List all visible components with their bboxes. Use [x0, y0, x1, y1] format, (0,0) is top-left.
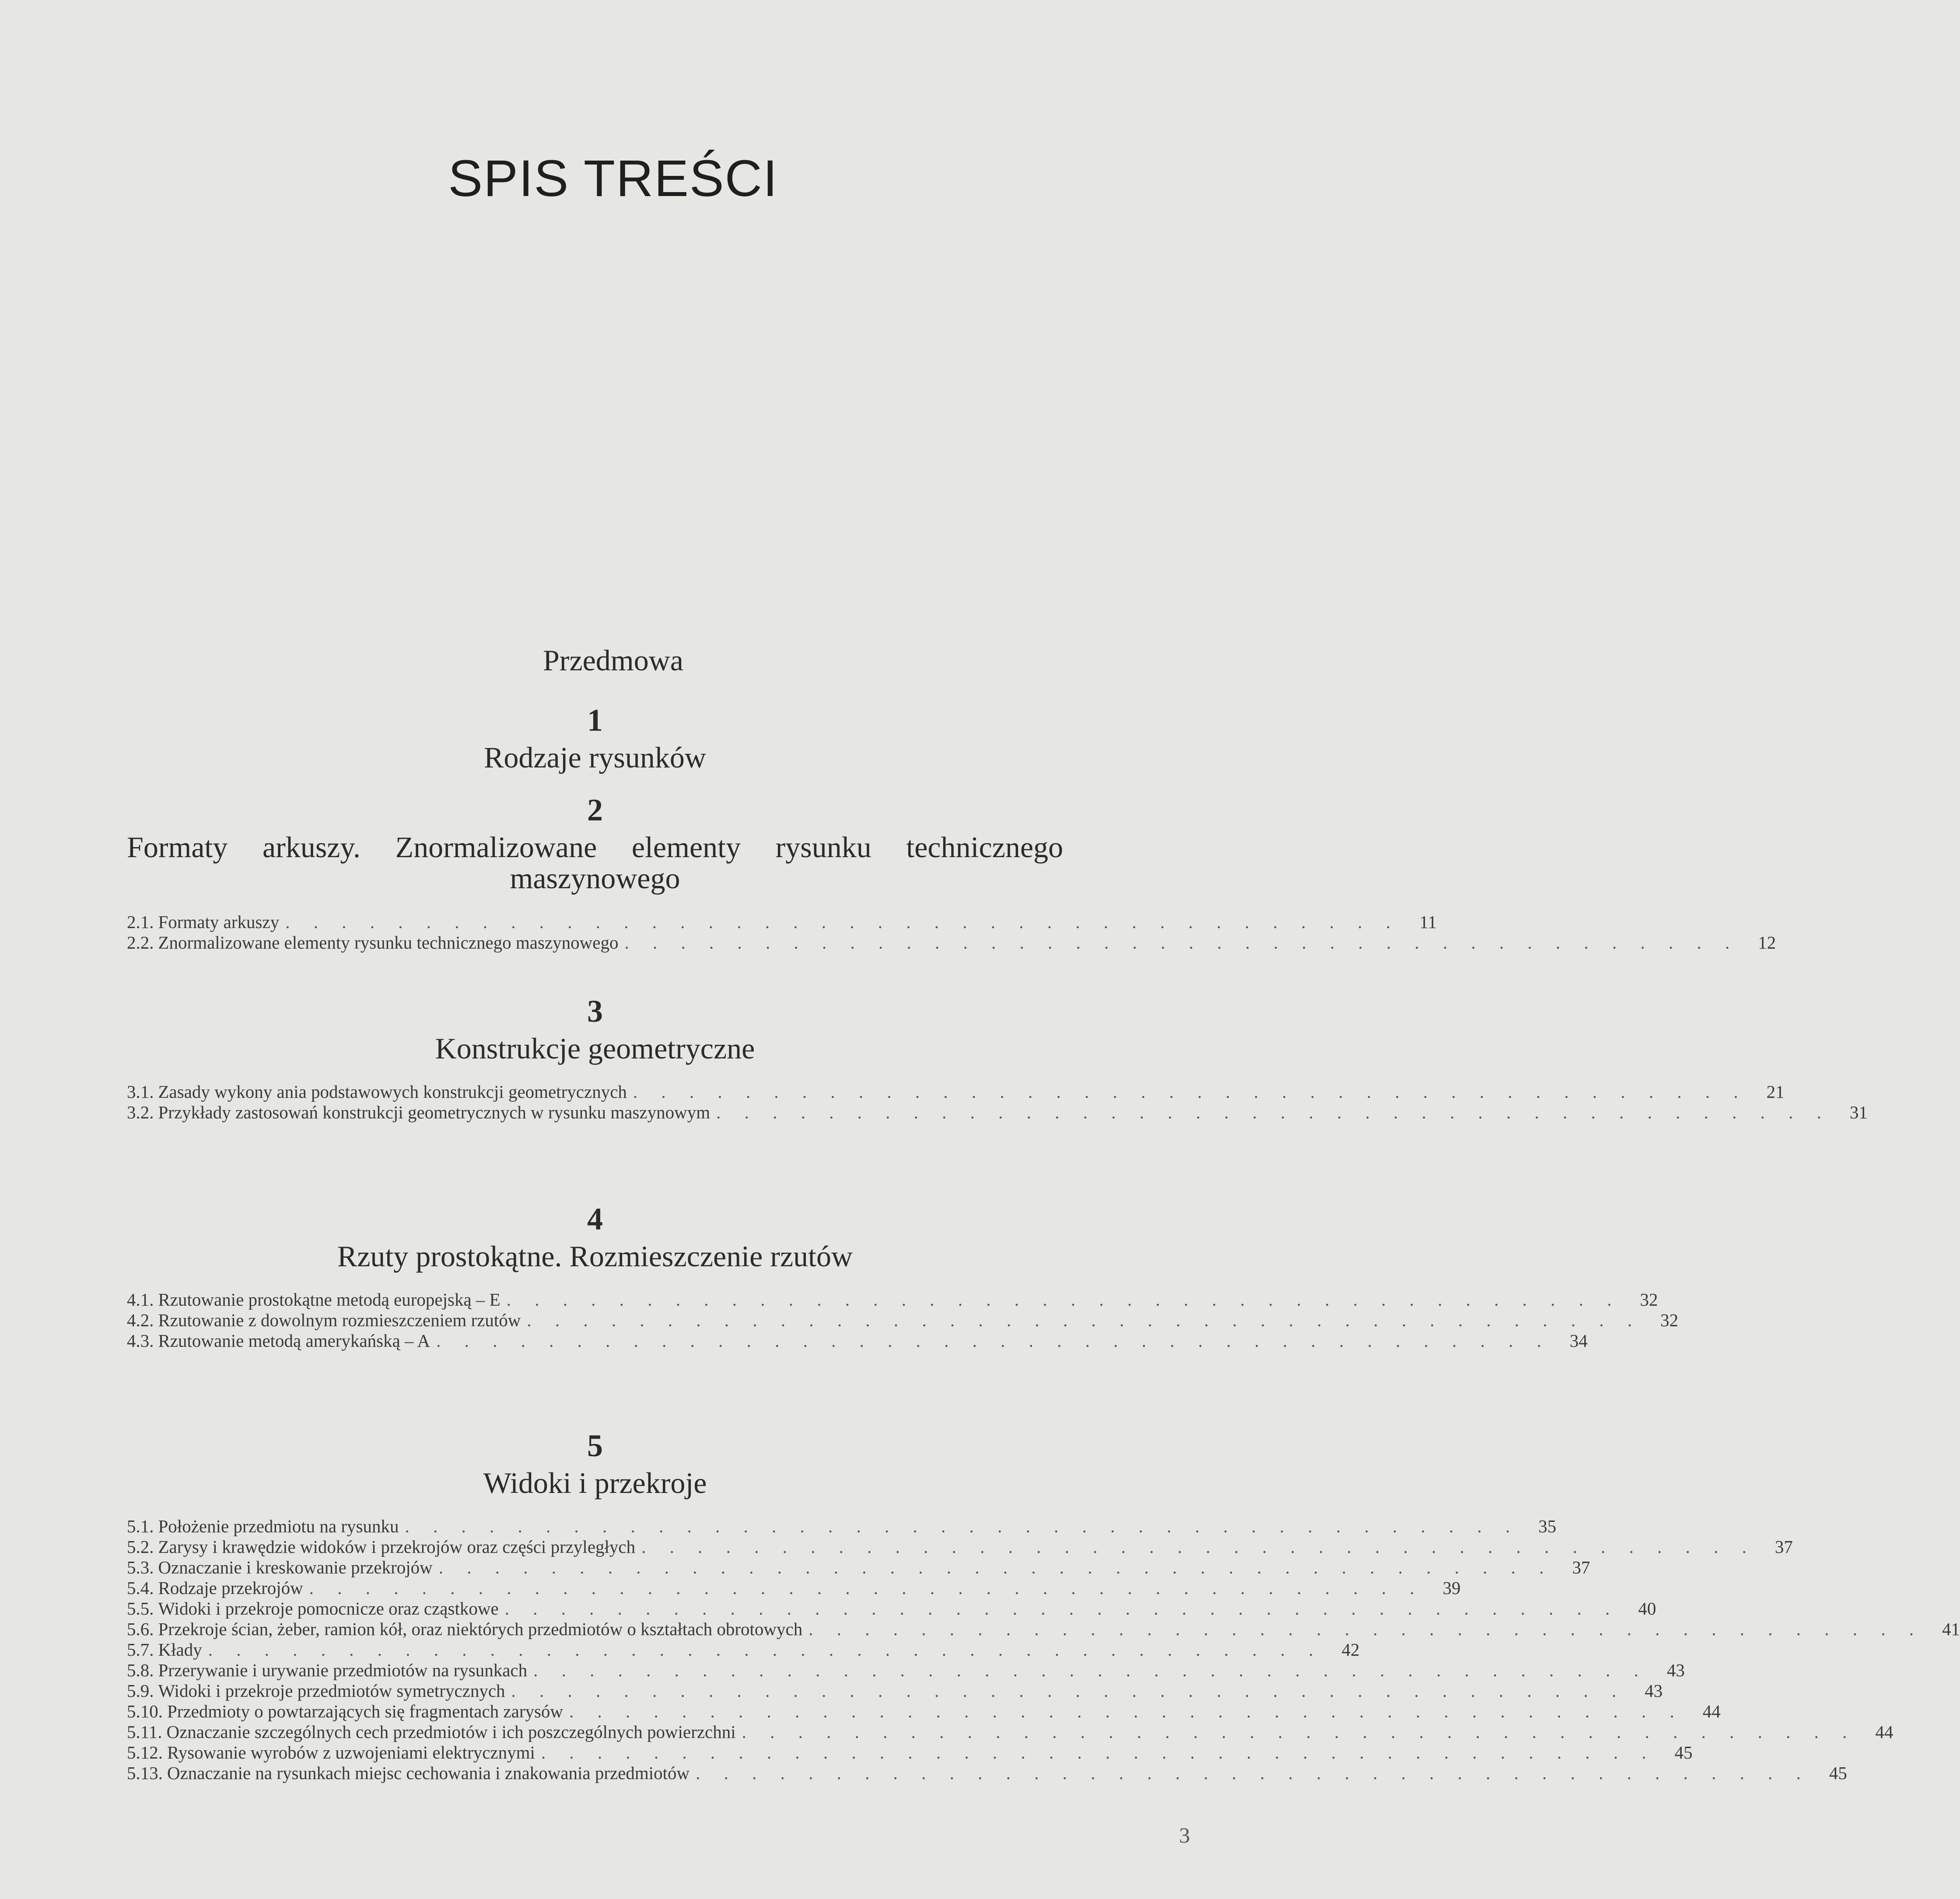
chapter-number: 3	[587, 994, 603, 1029]
chapter-entries	[127, 1516, 1960, 1783]
entry-number: 5.7.	[127, 1640, 154, 1660]
dot-leader: . . . . . . . . . . . . . . . . . . . . . . . . . . . . . . . . . . . . . . . .	[808, 1619, 1923, 1640]
toc-entry	[127, 1742, 1693, 1763]
chapter-title: Konstrukcje geometryczne	[435, 1032, 755, 1065]
entry-label: Przedmioty o powtarzających się fragmentach zarysów	[167, 1701, 564, 1722]
entry-page: 45	[1674, 1742, 1693, 1763]
entry-number: 5.8.	[127, 1660, 154, 1681]
preface-heading: Przedmowa	[542, 644, 683, 677]
entry-number: 2.2.	[127, 932, 154, 953]
entry-page: 37	[1774, 1537, 1793, 1557]
dot-leader: . . . . . . . . . . . . . . . . . . . . . . . . . . . . . . . . . . . . . . . .	[309, 1578, 1424, 1598]
entry-label: Przerywanie i urywanie przedmiotów na rysunkach	[158, 1660, 528, 1681]
entry-label: Widoki i przekroje przedmiotów symetrycznych	[158, 1681, 505, 1701]
dot-leader: . . . . . . . . . . . . . . . . . . . . . . . . . . . . . . . . . . . . . . . .	[527, 1310, 1642, 1331]
entry-page: 43	[1666, 1660, 1685, 1681]
entry-page: 39	[1442, 1578, 1461, 1598]
entry-number: 4.1.	[127, 1289, 154, 1310]
dot-leader: . . . . . . . . . . . . . . . . . . . . . . . . . . . . . . . . . . . . . . . .	[506, 1289, 1621, 1310]
entry-number: 4.2.	[127, 1310, 154, 1331]
entry-number: 5.1.	[127, 1516, 154, 1537]
entry-page: 37	[1572, 1557, 1590, 1578]
toc-entry	[127, 1331, 1588, 1351]
entry-label: Oznaczanie szczególnych cech przedmiotów i ich poszczególnych powierzchni	[166, 1722, 736, 1742]
entry-label: Zarysy i krawędzie widoków i przekrojów oraz części przyległych	[158, 1537, 636, 1557]
chapter-entries	[127, 1082, 1868, 1123]
entry-page: 12	[1758, 932, 1776, 953]
toc-entry	[127, 1289, 1658, 1310]
toc-entry	[127, 1516, 1557, 1537]
toc-entry	[127, 1701, 1721, 1722]
toc-entry	[127, 1082, 1785, 1102]
entry-label: Przekroje ścian, żeber, ramion kół, oraz niektórych przedmiotów o kształtach obrotowych	[158, 1619, 803, 1640]
entry-label: Widoki i przekroje pomocnicze oraz cząstkowe	[158, 1598, 499, 1619]
dot-leader: . . . . . . . . . . . . . . . . . . . . . . . . . . . . . . . . . . . . . . . .	[633, 1082, 1748, 1102]
entry-page: 11	[1419, 911, 1437, 932]
entry-label: Formaty arkuszy	[158, 911, 280, 932]
dot-leader: . . . . . . . . . . . . . . . . . . . . . . . . . . . . . . . . . . . . . . . .	[504, 1598, 1620, 1619]
page-title: SPIS TREŚCI	[448, 150, 778, 207]
entry-number: 5.5.	[127, 1598, 154, 1619]
toc-entry	[127, 1763, 1847, 1783]
dot-leader: . . . . . . . . . . . . . . . . . . . . . . . . . . . . . . . . . . . . . . . .	[405, 1516, 1520, 1537]
chapter-title: Formaty arkuszy. Znormalizowane elementy rysunku technicznego maszynowego	[127, 830, 1063, 895]
entry-page: 44	[1875, 1722, 1894, 1742]
entry-number: 5.2.	[127, 1537, 154, 1557]
entry-label: Znormalizowane elementy rysunku technicznego maszynowego	[158, 932, 619, 953]
entry-number: 5.13.	[127, 1763, 163, 1783]
entry-label: Rzutowanie prostokątne metodą europejską – E	[158, 1289, 500, 1310]
chapter-number: 5	[587, 1428, 603, 1463]
chapter-number: 4	[587, 1202, 603, 1237]
entry-page: 34	[1569, 1331, 1588, 1351]
entry-page: 45	[1829, 1763, 1847, 1783]
dot-leader: . . . . . . . . . . . . . . . . . . . . . . . . . . . . . . . . . . . . . . . .	[569, 1701, 1684, 1722]
dot-leader: . . . . . . . . . . . . . . . . . . . . . . . . . . . . . . . . . . . . . . . .	[696, 1763, 1810, 1783]
entry-page: 32	[1640, 1289, 1658, 1310]
chapter-entries	[127, 911, 1776, 953]
entry-number: 5.12.	[127, 1742, 163, 1763]
entry-number: 3.2.	[127, 1102, 154, 1123]
chapter-1	[127, 704, 1063, 773]
entry-label: Oznaczanie i kreskowanie przekrojów	[158, 1557, 433, 1578]
chapter-number: 2	[587, 792, 603, 827]
toc-entry	[127, 1681, 1663, 1701]
dot-leader: . . . . . . . . . . . . . . . . . . . . . . . . . . . . . . . . . . . . . . . .	[641, 1537, 1756, 1557]
chapter-title: Widoki i przekroje	[483, 1466, 707, 1500]
entry-page: 41	[1942, 1619, 1960, 1640]
entry-number: 5.6.	[127, 1619, 154, 1640]
dot-leader: . . . . . . . . . . . . . . . . . . . . . . . . . . . . . . . . . . . . . . . .	[208, 1640, 1323, 1660]
toc-entry	[127, 1640, 1360, 1660]
toc-entry	[127, 1598, 1656, 1619]
dot-leader: . . . . . . . . . . . . . . . . . . . . . . . . . . . . . . . . . . . . . . . .	[436, 1331, 1551, 1351]
chapter-number: 1	[587, 703, 603, 738]
entry-page: 42	[1341, 1640, 1360, 1660]
chapter-entries	[127, 1289, 1679, 1351]
chapter-3	[127, 994, 1868, 1123]
entry-label: Zasady wykony ania podstawowych konstrukcji geometrycznych	[158, 1082, 627, 1102]
dot-leader: . . . . . . . . . . . . . . . . . . . . . . . . . . . . . . . . . . . . . . . .	[541, 1742, 1656, 1763]
toc-entry	[127, 1660, 1685, 1681]
entry-label: Przykłady zastosowań konstrukcji geometrycznych w rysunku maszynowym	[158, 1102, 710, 1123]
entry-number: 5.10.	[127, 1701, 163, 1722]
entry-label: Rodzaje przekrojów	[158, 1578, 303, 1598]
toc-entry	[127, 911, 1437, 932]
entry-number: 5.4.	[127, 1578, 154, 1598]
dot-leader: . . . . . . . . . . . . . . . . . . . . . . . . . . . . . . . . . . . . . . . .	[511, 1681, 1626, 1701]
toc-entry	[127, 1557, 1590, 1578]
entry-label: Rzutowanie z dowolnym rozmieszczeniem rzutów	[158, 1310, 521, 1331]
toc-entry	[127, 1578, 1461, 1598]
entry-label: Rzutowanie metodą amerykańską – A	[158, 1331, 430, 1351]
entry-page: 35	[1538, 1516, 1557, 1537]
toc-entry	[127, 1102, 1868, 1123]
dot-leader: . . . . . . . . . . . . . . . . . . . . . . . . . . . . . . . . . . . . . . . .	[624, 932, 1740, 953]
entry-label: Oznaczanie na rysunkach miejsc cechowania i znakowania przedmiotów	[167, 1763, 690, 1783]
entry-page: 31	[1849, 1102, 1868, 1123]
dot-leader: . . . . . . . . . . . . . . . . . . . . . . . . . . . . . . . . . . . . . . . .	[285, 911, 1400, 932]
dot-leader: . . . . . . . . . . . . . . . . . . . . . . . . . . . . . . . . . . . . . . . .	[533, 1660, 1648, 1681]
toc-entry	[127, 1310, 1679, 1331]
chapter-4	[127, 1202, 1679, 1351]
toc-entry	[127, 1722, 1894, 1742]
entry-number: 5.11.	[127, 1722, 162, 1742]
chapter-5	[127, 1428, 1960, 1783]
entry-label: Kłady	[158, 1640, 202, 1660]
chapter-title: Rodzaje rysunków	[483, 741, 706, 774]
entry-number: 5.9.	[127, 1681, 154, 1701]
dot-leader: . . . . . . . . . . . . . . . . . . . . . . . . . . . . . . . . . . . . . . . .	[742, 1722, 1857, 1742]
chapter-2	[127, 792, 1776, 953]
entry-page: 21	[1766, 1082, 1785, 1102]
entry-page: 43	[1645, 1681, 1663, 1701]
toc-entry	[127, 1537, 1793, 1557]
dot-leader: . . . . . . . . . . . . . . . . . . . . . . . . . . . . . . . . . . . . . . . .	[716, 1102, 1831, 1123]
entry-number: 4.3.	[127, 1331, 154, 1351]
entry-number: 2.1.	[127, 911, 154, 932]
chapter-title: Rzuty prostokątne. Rozmieszczenie rzutów	[337, 1240, 853, 1273]
toc-entry	[127, 932, 1776, 953]
entry-page: 32	[1660, 1310, 1679, 1331]
entry-page: 40	[1638, 1598, 1656, 1619]
entry-label: Rysowanie wyrobów z uzwojeniami elektrycznymi	[167, 1742, 535, 1763]
dot-leader: . . . . . . . . . . . . . . . . . . . . . . . . . . . . . . . . . . . . . . . .	[438, 1557, 1554, 1578]
entry-number: 3.1.	[127, 1082, 154, 1102]
entry-number: 5.3.	[127, 1557, 154, 1578]
entry-label: Położenie przedmiotu na rysunku	[158, 1516, 399, 1537]
toc-entry	[127, 1619, 1960, 1640]
page-number: 3	[1179, 1823, 1190, 1847]
entry-page: 44	[1702, 1701, 1721, 1722]
